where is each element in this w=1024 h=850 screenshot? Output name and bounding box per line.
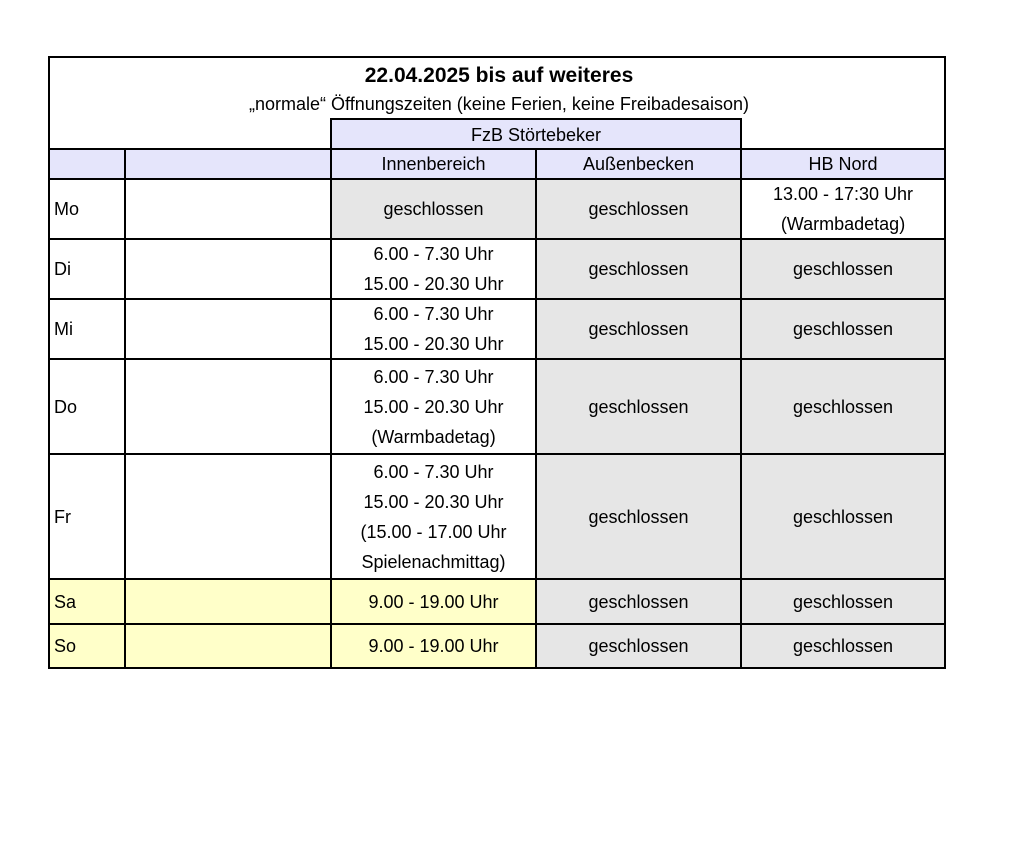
row-day-label: Fr — [48, 453, 126, 580]
row-hb-nord-cell: geschlossen — [740, 358, 946, 455]
row-day-label: So — [48, 623, 126, 669]
row-innenbereich-cell: 6.00 - 7.30 Uhr 15.00 - 20.30 Uhr (Warmbadetag) — [330, 358, 537, 455]
row-day-label: Do — [48, 358, 126, 455]
row-aussenbecken-cell: geschlossen — [535, 178, 742, 240]
column-header-innenbereich: Innenbereich — [330, 148, 537, 180]
row-empty-cell — [124, 178, 332, 240]
group-header-fzb: FzB Störtebeker — [330, 118, 742, 150]
row-innenbereich-cell: 6.00 - 7.30 Uhr 15.00 - 20.30 Uhr — [330, 238, 537, 300]
row-aussenbecken-cell: geschlossen — [535, 298, 742, 360]
row-empty-cell — [124, 453, 332, 580]
table-title: 22.04.2025 bis auf weiteres — [364, 64, 634, 87]
row-empty-cell — [124, 358, 332, 455]
row-empty-cell — [124, 238, 332, 300]
row-hb-nord-cell: geschlossen — [740, 578, 946, 625]
row-innenbereich-cell: 9.00 - 19.00 Uhr — [330, 578, 537, 625]
row-day-label: Mo — [48, 178, 126, 240]
row-hb-nord-cell: geschlossen — [740, 623, 946, 669]
row-hb-nord-cell: 13.00 - 17:30 Uhr (Warmbadetag) — [740, 178, 946, 240]
row-hb-nord-cell: geschlossen — [740, 453, 946, 580]
column-header-hb-nord: HB Nord — [740, 148, 946, 180]
row-innenbereich-cell: 6.00 - 7.30 Uhr 15.00 - 20.30 Uhr — [330, 298, 537, 360]
row-aussenbecken-cell: geschlossen — [535, 453, 742, 580]
row-aussenbecken-cell: geschlossen — [535, 578, 742, 625]
row-innenbereich-cell: 6.00 - 7.30 Uhr 15.00 - 20.30 Uhr (15.00 - 17.00 Uhr Spielenachmittag) — [330, 453, 537, 580]
row-day-label: Mi — [48, 298, 126, 360]
row-empty-cell — [124, 623, 332, 669]
row-empty-cell — [124, 578, 332, 625]
row-day-label: Di — [48, 238, 126, 300]
row-innenbereich-cell: 9.00 - 19.00 Uhr — [330, 623, 537, 669]
row-innenbereich-cell: geschlossen — [330, 178, 537, 240]
column-header-2 — [124, 148, 332, 180]
table-subtitle: „normale“ Öffnungszeiten (keine Ferien, keine Freibadesaison) — [249, 94, 749, 114]
column-header-1 — [48, 148, 126, 180]
row-empty-cell — [124, 298, 332, 360]
row-aussenbecken-cell: geschlossen — [535, 238, 742, 300]
row-aussenbecken-cell: geschlossen — [535, 358, 742, 455]
column-header-aussenbecken: Außenbecken — [535, 148, 742, 180]
row-aussenbecken-cell: geschlossen — [535, 623, 742, 669]
row-hb-nord-cell: geschlossen — [740, 298, 946, 360]
row-hb-nord-cell: geschlossen — [740, 238, 946, 300]
row-day-label: Sa — [48, 578, 126, 625]
